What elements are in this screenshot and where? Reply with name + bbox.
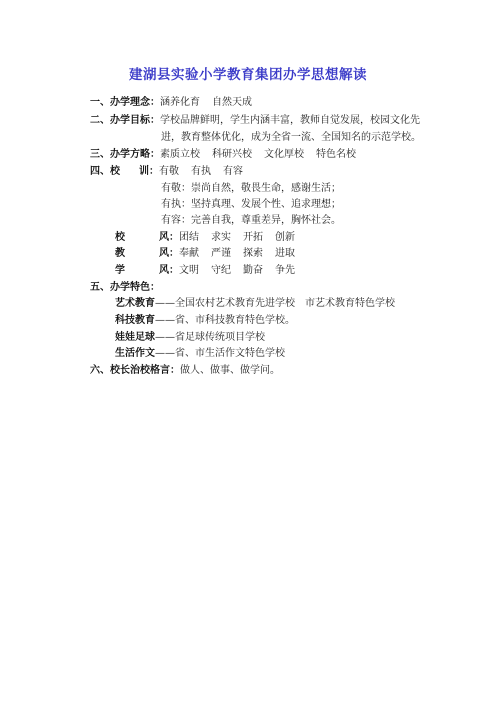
strategy-label: 三、办学方略：: [90, 149, 160, 160]
teaching-style-item: 奉献: [179, 248, 199, 259]
motto-item: 有敬: [159, 166, 179, 177]
feature-name: 艺术教育: [115, 298, 155, 309]
feature-text: ——全国农村艺术教育先进学校 市艺术教育特色学校: [155, 298, 395, 309]
school-style-item: 求实: [211, 232, 231, 243]
section-goal: [90, 114, 420, 128]
learning-style-label: 风：: [159, 265, 179, 276]
section-idea: [90, 96, 252, 110]
feature-item: [115, 297, 395, 311]
idea-label: 一、办学理念：: [90, 97, 160, 108]
feature-item: [115, 314, 295, 328]
motto-explain: 有执：坚持真理、发展个性、追求理想；: [161, 199, 341, 210]
learning-style: [115, 264, 295, 278]
school-style-char: 校: [115, 232, 125, 243]
principal-label: 六、校长治校格言：: [90, 365, 180, 376]
strategy-item: 特色名校: [316, 149, 356, 160]
feature-name: 生活作文: [115, 348, 155, 359]
section-features: [90, 281, 160, 295]
motto-label: 四、校: [90, 166, 120, 177]
feature-text: ——省、市科技教育特色学校。: [155, 315, 295, 326]
learning-style-item: 勤奋: [243, 265, 263, 276]
motto-label-2: 训：: [139, 166, 159, 177]
motto-explain: 有容：完善自我，尊重差异，胸怀社会。: [161, 215, 341, 226]
teaching-style-item: 严谨: [211, 248, 231, 259]
strategy-item: 文化厚校: [264, 149, 304, 160]
motto-explain: 有敬：崇尚自然，敬畏生命，感谢生活；: [161, 183, 341, 194]
teaching-style-char: 教: [115, 248, 125, 259]
feature-name: 娃娃足球: [115, 332, 155, 343]
goal-line-1: 学校品牌鲜明，学生内涵丰富，教师自觉发展，校园文化先: [160, 115, 420, 126]
goal-line-2: 进，教育整体优化，成为全省一流、全国知名的示范学校。: [161, 132, 421, 143]
school-style-item: 创新: [275, 232, 295, 243]
motto-item: 有容: [223, 166, 243, 177]
principal-text: 做人、做事、做学问。: [180, 365, 280, 376]
learning-style-item: 守纪: [211, 265, 231, 276]
learning-style-char: 学: [115, 265, 125, 276]
school-style: [115, 231, 295, 245]
goal-label: 二、办学目标：: [90, 115, 160, 126]
learning-style-item: 争先: [275, 265, 295, 276]
motto-item: 有执: [191, 166, 211, 177]
features-label: 五、办学特色：: [90, 282, 160, 293]
feature-item: [115, 347, 285, 361]
page-title: 建湖县实验小学教育集团办学思想解读: [129, 67, 367, 83]
feature-name: 科技教育: [115, 315, 155, 326]
school-style-item: 开拓: [243, 232, 263, 243]
section-motto: [90, 165, 243, 179]
teaching-style-label: 风：: [159, 248, 179, 259]
feature-item: [115, 331, 265, 345]
section-principal: [90, 364, 280, 378]
teaching-style-item: 进取: [275, 248, 295, 259]
feature-text: ——省、市生活作文特色学校: [155, 348, 285, 359]
teaching-style: [115, 247, 295, 261]
learning-style-item: 文明: [179, 265, 199, 276]
section-strategy: [90, 148, 356, 162]
idea-item: 涵养化育: [160, 97, 200, 108]
school-style-item: 团结: [179, 232, 199, 243]
idea-item: 自然天成: [212, 97, 252, 108]
school-style-label: 风：: [159, 232, 179, 243]
strategy-item: 素质立校: [160, 149, 200, 160]
strategy-item: 科研兴校: [212, 149, 252, 160]
teaching-style-item: 探索: [243, 248, 263, 259]
feature-text: ——省足球传统项目学校: [155, 332, 265, 343]
